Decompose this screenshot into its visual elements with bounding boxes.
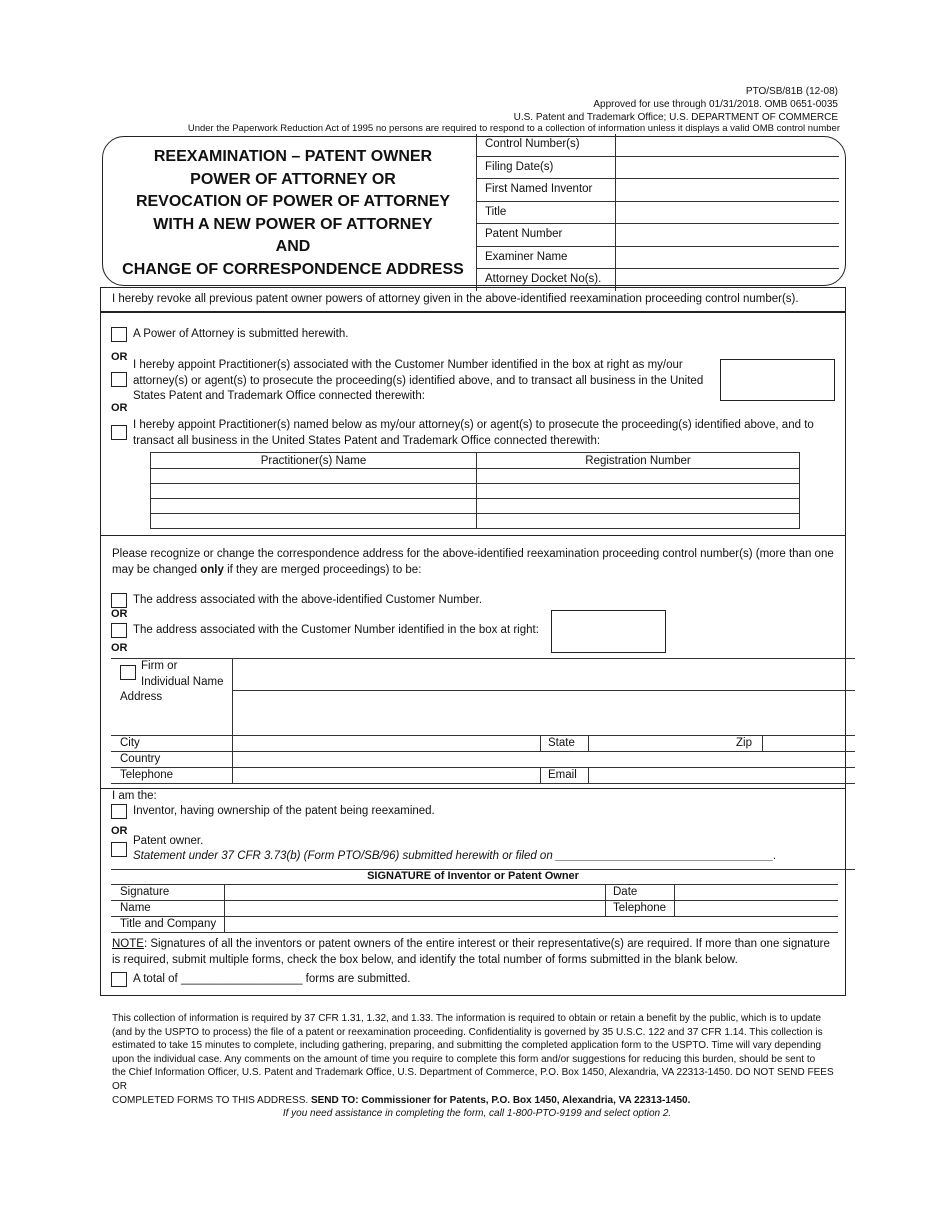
text-span: if they are merged proceedings) to be: xyxy=(223,563,422,576)
corr-option2-text: The address associated with the Customer Number identified in the box at right: xyxy=(133,624,539,636)
id-row-first-inventor xyxy=(477,179,839,202)
id-value-field[interactable] xyxy=(616,202,839,224)
or-label: OR xyxy=(111,608,128,620)
title-line: AND xyxy=(275,238,311,255)
title-line: CHANGE OF CORRESPONDENCE ADDRESS xyxy=(122,260,464,278)
assistance-line: If you need assistance in completing the form, call 1-800-PTO-9199 and select option 2. xyxy=(282,1108,672,1120)
telephone-label: Telephone xyxy=(120,769,174,781)
agency-line: U.S. Patent and Trademark Office; U.S. DEPARTMENT OF COMMERCE xyxy=(513,112,838,123)
text-line xyxy=(112,1094,842,1108)
text-span: : Signatures of all the inventors or patent owners of the entire interest or their representative(s) are required. If more than one signature xyxy=(143,938,830,950)
corr-customer-box-checkbox[interactable] xyxy=(111,623,127,638)
address-field[interactable] xyxy=(233,691,855,735)
poa-submitted-checkbox[interactable] xyxy=(111,327,127,342)
text-line: This collection of information is required by 37 CFR 1.31, 1.32, and 1.33. The information is required to obtain or retain a benefit by the public, which is to update xyxy=(112,1013,822,1024)
text-line: the Chief Information Officer, U.S. Patent and Trademark Office, U.S. Department of Commerce, P.O. Box 1450, Alexandria, VA 22313-1450. DO NOT SEND FEES OR xyxy=(112,1067,834,1092)
practitioner-name-cell[interactable] xyxy=(151,514,477,529)
burden-statement xyxy=(112,1012,842,1121)
inventor-text: Inventor, having ownership of the patent being reexamined. xyxy=(133,805,435,817)
patent-owner-checkbox[interactable] xyxy=(111,842,127,857)
practitioner-name-cell[interactable] xyxy=(151,469,477,484)
registration-number-cell[interactable] xyxy=(477,484,800,499)
total-forms-text: A total of ___________________ forms are submitted. xyxy=(133,973,411,985)
practitioner-row xyxy=(151,469,800,484)
text-line: I hereby appoint Practitioner(s) named below as my/our attorney(s) or agent(s) to prosecute the proceeding(s) identified above, and to xyxy=(133,419,814,431)
title-company-field[interactable] xyxy=(225,917,838,932)
send-to-address: SEND TO: Commissioner for Patents, P.O. Box 1450, Alexandria, VA 22313-1450. xyxy=(310,1094,691,1106)
id-row-control-number xyxy=(477,134,839,157)
divider xyxy=(605,884,606,916)
id-label: Attorney Docket No(s). xyxy=(477,269,616,291)
id-value-field[interactable] xyxy=(616,157,839,179)
or-label: OR xyxy=(111,402,128,414)
divider xyxy=(540,767,541,783)
divider xyxy=(111,932,838,933)
city-label: City xyxy=(120,737,140,749)
id-value-field[interactable] xyxy=(616,179,839,201)
form-id: PTO/SB/81B (12-08) xyxy=(745,86,838,97)
id-value-field[interactable] xyxy=(616,224,839,246)
poa-option3-text xyxy=(133,418,814,449)
id-value-field[interactable] xyxy=(616,247,839,269)
registration-number-cell[interactable] xyxy=(477,499,800,514)
multiple-forms-checkbox[interactable] xyxy=(111,972,127,987)
divider xyxy=(111,783,855,784)
or-label: OR xyxy=(111,825,128,837)
poa-option1-text: A Power of Attorney is submitted herewith. xyxy=(133,328,349,340)
title-line: REVOCATION OF POWER OF ATTORNEY xyxy=(135,193,451,210)
corr-customer-number-box[interactable] xyxy=(551,610,666,653)
corr-customer-number-checkbox[interactable] xyxy=(111,593,127,608)
inventor-checkbox[interactable] xyxy=(111,804,127,819)
or-label: OR xyxy=(111,351,128,363)
divider xyxy=(540,735,541,751)
name-label: Name xyxy=(120,902,151,914)
text-line: Firm or xyxy=(141,660,178,672)
id-label: Title xyxy=(477,202,616,224)
address-label: Address xyxy=(120,691,163,703)
text-line: upon the individual case. Any comments on the amount of time you require to complete this form and/or suggestions for reducing this burden, should be sent to xyxy=(112,1053,816,1065)
id-label: Filing Date(s) xyxy=(477,157,616,179)
id-row-patent-number xyxy=(477,224,839,247)
email-label: Email xyxy=(548,769,577,781)
text-span: may be changed xyxy=(112,563,201,576)
firm-checkbox[interactable] xyxy=(120,665,136,680)
form-title xyxy=(118,146,468,281)
text-line: (and by the USPTO to process) the file of a patent or reexamination proceeding. Confidentiality is governed by 35 U.S.C. 122 and 37 CFR 1.14. This collection is xyxy=(112,1026,823,1038)
correspondence-intro xyxy=(112,547,834,578)
text-line: Individual Name xyxy=(141,675,224,688)
id-value-field[interactable] xyxy=(616,134,839,156)
text-line: attorney(s) or agent(s) to prosecute the proceeding(s) identified above, and to transact all business in the United xyxy=(133,374,704,387)
practitioner-header-row xyxy=(151,453,800,469)
country-label: Country xyxy=(120,753,161,765)
date-field[interactable] xyxy=(675,885,838,900)
id-row-title xyxy=(477,202,839,225)
title-line: POWER OF ATTORNEY OR xyxy=(190,170,396,188)
id-row-filing-date xyxy=(477,157,839,180)
text-line xyxy=(112,937,830,953)
practitioner-row xyxy=(151,499,800,514)
id-row-examiner xyxy=(477,247,839,270)
registration-number-cell[interactable] xyxy=(477,469,800,484)
poa-option2-text xyxy=(133,358,703,405)
poa-customer-number-checkbox[interactable] xyxy=(111,372,127,387)
id-label: First Named Inventor xyxy=(477,179,616,201)
customer-number-box[interactable] xyxy=(720,359,835,401)
revoke-text: I hereby revoke all previous patent owner powers of attorney given in the above-identified reexamination proceeding control number(s). xyxy=(112,293,799,305)
approval-line: Approved for use through 01/31/2018. OMB 0651-0035 xyxy=(593,99,838,110)
text-line: Please recognize or change the correspondence address for the above-identified reexamination proceeding control number(s) (more than one xyxy=(112,548,834,560)
id-label: Examiner Name xyxy=(477,247,616,269)
text-line: transact all business in the United States Patent and Trademark Office connected therewith: xyxy=(133,434,601,447)
date-label: Date xyxy=(613,886,638,898)
text-line: estimated to take 15 minutes to complete, including gathering, preparing, and submitting the completed application form to the USPTO. Time will vary depending xyxy=(112,1040,822,1052)
title-line: WITH A NEW POWER OF ATTORNEY xyxy=(153,215,433,233)
firm-name-field[interactable] xyxy=(233,659,855,690)
id-label: Patent Number xyxy=(477,224,616,246)
text-line: States Patent and Trademark Office connected therewith: xyxy=(133,390,425,402)
email-field[interactable] xyxy=(589,768,855,783)
text-bold: only xyxy=(200,563,224,576)
identifier-table xyxy=(476,134,839,291)
practitioner-table xyxy=(150,452,800,529)
signature-header: SIGNATURE of Inventor or Patent Owner xyxy=(367,870,579,882)
practitioner-row xyxy=(151,514,800,529)
practitioner-name-cell[interactable] xyxy=(151,499,477,514)
text-line xyxy=(112,563,834,579)
sig-telephone-label: Telephone xyxy=(613,902,667,914)
firm-label xyxy=(141,659,223,690)
country-field[interactable] xyxy=(233,752,855,767)
practitioner-row xyxy=(151,484,800,499)
city-field[interactable] xyxy=(233,736,539,751)
name-field[interactable] xyxy=(225,901,604,916)
zip-label: Zip xyxy=(736,737,752,749)
poa-named-practitioners-checkbox[interactable] xyxy=(111,425,127,440)
note-text xyxy=(112,937,830,968)
title-company-label: Title and Company xyxy=(120,918,217,930)
title-line: REEXAMINATION – PATENT OWNER xyxy=(153,148,433,165)
or-label: OR xyxy=(111,642,128,654)
signature-field[interactable] xyxy=(225,885,604,900)
i-am-label: I am the: xyxy=(112,790,157,802)
col-practitioner-name: Practitioner(s) Name xyxy=(151,453,477,469)
telephone-field[interactable] xyxy=(233,768,539,783)
corr-option1-text: The address associated with the above-identified Customer Number. xyxy=(133,594,483,606)
col-registration-number: Registration Number xyxy=(477,453,800,469)
sig-telephone-field[interactable] xyxy=(675,901,838,916)
paperwork-notice: Under the Paperwork Reduction Act of 1995 no persons are required to respond to a collection of information unless it displays a valid OMB control number xyxy=(187,123,840,134)
note-label: NOTE xyxy=(112,938,144,950)
zip-field[interactable] xyxy=(763,736,855,751)
text-span: COMPLETED FORMS TO THIS ADDRESS. xyxy=(112,1094,311,1106)
text-line: is required, submit multiple forms, check the box below, and identify the total number of forms submitted in the blank below. xyxy=(112,953,738,966)
registration-number-cell[interactable] xyxy=(477,514,800,529)
id-label: Control Number(s) xyxy=(477,134,616,156)
state-label: State xyxy=(548,737,575,749)
text-line: I hereby appoint Practitioner(s) associated with the Customer Number identified in the box at right as my/our xyxy=(133,359,683,371)
patent-owner-text: Patent owner. xyxy=(133,835,204,847)
practitioner-name-cell[interactable] xyxy=(151,484,477,499)
statement-text: Statement under 37 CFR 3.73(b) (Form PTO/SB/96) submitted herewith or filed on __________________________________. xyxy=(133,850,777,862)
signature-label: Signature xyxy=(120,886,170,898)
